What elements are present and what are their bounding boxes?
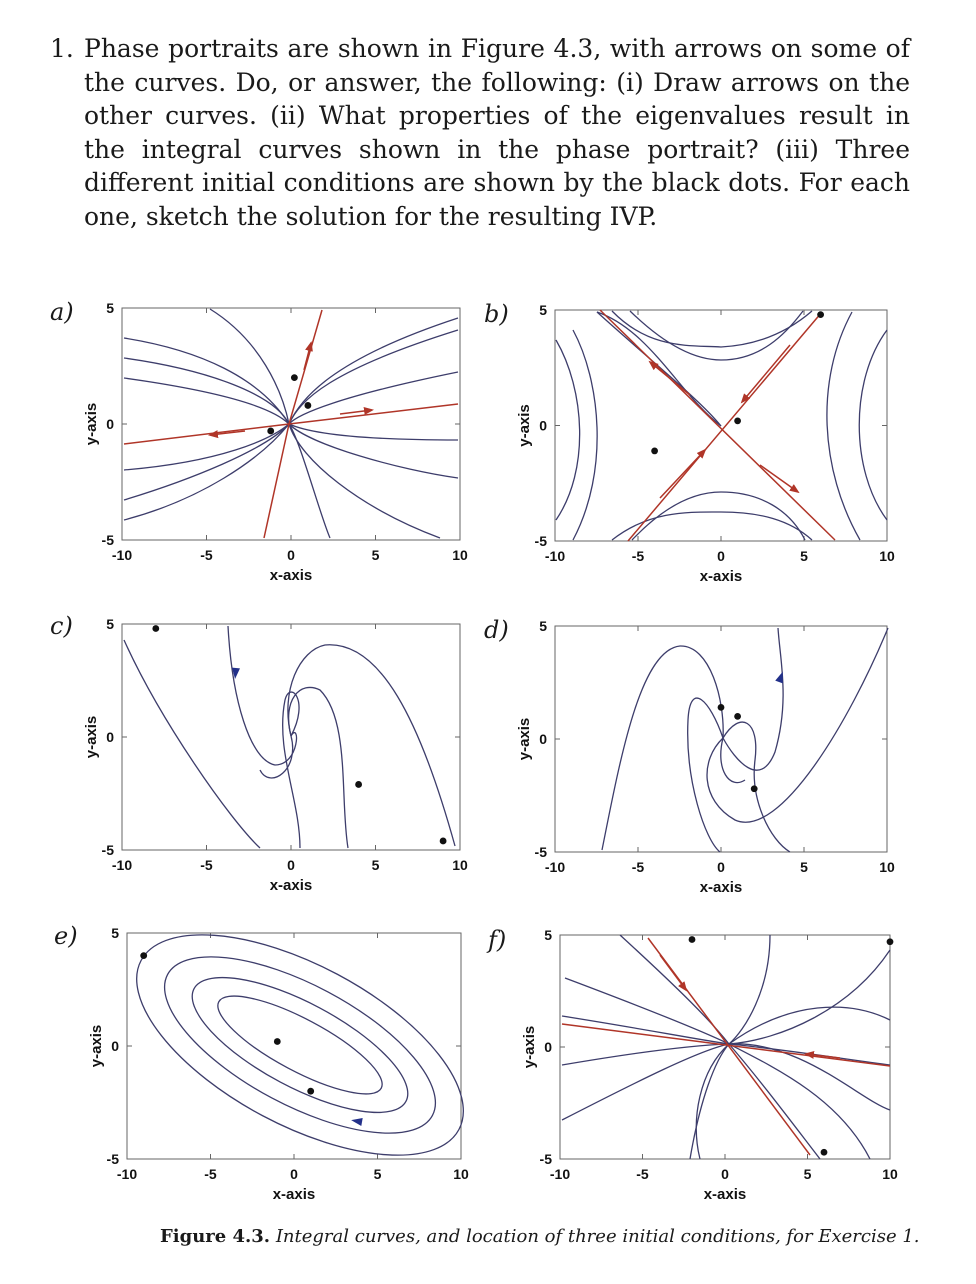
panel-label: d) bbox=[484, 616, 509, 644]
caption-lead: Figure 4.3. bbox=[160, 1226, 271, 1247]
x-tick-label: 5 bbox=[803, 1166, 812, 1182]
integral-curve bbox=[210, 309, 440, 538]
integral-curve bbox=[124, 338, 330, 538]
x-tick-label: -5 bbox=[631, 548, 645, 564]
y-tick-label: 5 bbox=[539, 302, 547, 318]
y-tick-label: 0 bbox=[539, 731, 547, 747]
initial-condition-dot bbox=[887, 938, 894, 945]
x-tick-label: 0 bbox=[717, 548, 725, 564]
initial-condition-dot bbox=[821, 1149, 828, 1156]
integral-curve bbox=[174, 952, 425, 1139]
x-tick-label: 10 bbox=[879, 859, 895, 875]
y-tick-label: 5 bbox=[111, 925, 119, 941]
initial-condition-dot bbox=[689, 936, 696, 943]
x-axis-label: x-axis bbox=[699, 568, 743, 585]
x-tick-label: 10 bbox=[879, 548, 895, 564]
problem-number: 1. bbox=[50, 34, 74, 63]
x-axis-label: x-axis bbox=[272, 1186, 316, 1203]
y-tick-label: 5 bbox=[544, 927, 552, 943]
integral-curve bbox=[630, 311, 803, 360]
integral-curve bbox=[573, 330, 597, 540]
panel-label: b) bbox=[484, 300, 509, 328]
x-tick-label: -10 bbox=[549, 1166, 571, 1182]
x-tick-label: 5 bbox=[800, 859, 808, 875]
problem-text: Phase portraits are shown in Figure 4.3, with arrows on some of the curves. Do, or answer, the following: (i) Draw arrows on the other curves. (ii) What properties of the eigenvalues result in the integral curves shown in the phase portrait? (iii) Three different initial conditions are shown by the black dots. For each one, sketch the solution for the resulting IVP. bbox=[84, 34, 910, 231]
y-axis-label: y-axis bbox=[88, 1024, 105, 1068]
x-tick-label: 5 bbox=[371, 857, 380, 873]
integral-curve bbox=[632, 492, 805, 540]
x-tick-label: 5 bbox=[373, 1166, 382, 1182]
y-tick-label: -5 bbox=[534, 844, 547, 860]
eigen-line-red bbox=[600, 310, 835, 540]
initial-condition-dot bbox=[291, 374, 298, 381]
integral-curve bbox=[690, 1007, 890, 1159]
x-tick-label: 10 bbox=[452, 857, 468, 873]
initial-condition-dot bbox=[267, 428, 274, 435]
panel-label: c) bbox=[50, 612, 73, 640]
figure-caption bbox=[160, 1226, 920, 1247]
initial-condition-dot bbox=[817, 311, 824, 318]
y-axis-label: y-axis bbox=[521, 1025, 538, 1069]
x-tick-label: 10 bbox=[452, 547, 468, 563]
integral-curve bbox=[688, 698, 723, 852]
x-axis-label: x-axis bbox=[269, 567, 313, 584]
eigen-line-red bbox=[562, 1024, 890, 1066]
integral-curve bbox=[124, 372, 458, 500]
x-tick-label: -5 bbox=[631, 859, 645, 875]
x-tick-label: 5 bbox=[371, 547, 380, 563]
y-tick-label: -5 bbox=[106, 1151, 119, 1167]
x-tick-label: 0 bbox=[717, 859, 725, 875]
x-tick-label: -10 bbox=[116, 1166, 138, 1182]
caption-text: Integral curves, and location of three initial conditions, for Exercise 1. bbox=[275, 1226, 920, 1247]
initial-condition-dot bbox=[718, 704, 725, 711]
x-tick-label: -10 bbox=[111, 857, 133, 873]
y-tick-label: 5 bbox=[106, 616, 114, 632]
x-axis-label: x-axis bbox=[703, 1186, 747, 1203]
y-tick-label: 0 bbox=[106, 729, 114, 745]
eigen-line-red bbox=[124, 424, 289, 444]
integral-curve bbox=[602, 646, 723, 850]
initial-condition-dot bbox=[751, 785, 758, 792]
y-tick-label: -5 bbox=[101, 532, 114, 548]
x-tick-label: -5 bbox=[200, 857, 213, 873]
integral-curve bbox=[612, 512, 812, 540]
direction-arrow-red bbox=[660, 450, 705, 498]
initial-condition-dot bbox=[651, 448, 658, 455]
x-tick-label: 0 bbox=[721, 1166, 729, 1182]
y-tick-label: 0 bbox=[106, 416, 114, 432]
initial-condition-dot bbox=[440, 838, 447, 845]
initial-condition-dot bbox=[140, 952, 147, 959]
x-tick-label: -5 bbox=[200, 547, 213, 563]
y-axis-label: y-axis bbox=[83, 715, 100, 759]
integral-curve bbox=[288, 645, 455, 846]
initial-condition-dot bbox=[734, 417, 741, 424]
y-axis-label: y-axis bbox=[83, 402, 100, 446]
integral-curve bbox=[104, 890, 497, 1200]
plot-frame bbox=[555, 626, 887, 852]
initial-condition-dot bbox=[307, 1088, 314, 1095]
x-axis-label: x-axis bbox=[699, 879, 743, 896]
x-tick-label: 10 bbox=[882, 1166, 898, 1182]
direction-arrow-red bbox=[304, 343, 311, 370]
x-tick-label: 10 bbox=[453, 1166, 469, 1182]
initial-condition-dot bbox=[734, 713, 741, 720]
integral-curve bbox=[565, 978, 870, 1159]
x-axis-label: x-axis bbox=[269, 877, 313, 894]
y-tick-label: -5 bbox=[101, 842, 114, 858]
integral-curve bbox=[124, 640, 260, 848]
y-tick-label: 0 bbox=[539, 417, 547, 434]
direction-arrow-blue bbox=[350, 1116, 362, 1126]
y-tick-label: 5 bbox=[106, 300, 114, 316]
direction-arrow-red bbox=[760, 465, 798, 492]
initial-condition-dot bbox=[305, 402, 312, 409]
integral-curve bbox=[723, 628, 783, 770]
x-tick-label: -10 bbox=[544, 548, 566, 564]
initial-condition-dot bbox=[274, 1038, 281, 1045]
x-tick-label: 0 bbox=[287, 857, 295, 873]
initial-condition-dot bbox=[355, 781, 362, 788]
x-tick-label: -5 bbox=[204, 1166, 217, 1182]
y-tick-label: -5 bbox=[534, 533, 547, 549]
y-tick-label: 5 bbox=[539, 618, 547, 634]
x-tick-label: 0 bbox=[287, 547, 295, 563]
initial-condition-dot bbox=[152, 625, 159, 632]
integral-curve bbox=[721, 738, 745, 783]
integral-curve bbox=[556, 340, 580, 520]
x-tick-label: 5 bbox=[800, 548, 808, 564]
direction-arrow-red bbox=[742, 345, 790, 402]
integral-curve bbox=[139, 922, 460, 1169]
integral-curve bbox=[827, 312, 860, 540]
panel-label: f) bbox=[488, 926, 507, 954]
integral-curve bbox=[124, 318, 458, 470]
y-tick-label: 0 bbox=[544, 1039, 552, 1055]
x-tick-label: -10 bbox=[544, 859, 566, 875]
y-tick-label: 0 bbox=[111, 1038, 119, 1054]
y-axis-label: y-axis bbox=[516, 717, 533, 761]
direction-arrow-red bbox=[340, 410, 372, 414]
integral-curve bbox=[562, 1044, 890, 1120]
direction-arrow-blue bbox=[775, 670, 786, 683]
x-tick-label: 0 bbox=[290, 1166, 298, 1182]
integral-curve bbox=[289, 687, 348, 848]
direction-arrow-red bbox=[650, 362, 690, 395]
x-tick-label: -5 bbox=[636, 1166, 649, 1182]
panel-label: a) bbox=[50, 298, 74, 326]
x-tick-label: -10 bbox=[111, 547, 133, 563]
eigen-line-red bbox=[289, 404, 458, 424]
y-axis-label: y-axis bbox=[516, 404, 533, 447]
y-tick-label: -5 bbox=[539, 1151, 552, 1167]
plot-frame bbox=[127, 933, 461, 1159]
panel-label: e) bbox=[54, 922, 78, 950]
